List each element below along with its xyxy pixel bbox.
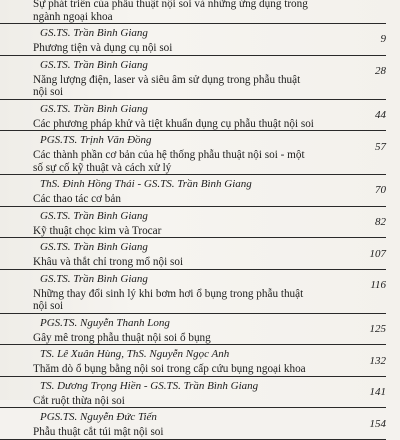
toc-entry	[0, 363, 386, 398]
toc-entry	[0, 256, 386, 291]
entry-page-number: 107	[369, 247, 386, 260]
entry-author: PGS.TS. Nguyễn Thanh Long	[40, 316, 170, 329]
entry-author: GS.TS. Trần Bình Giang	[40, 102, 148, 115]
entry-title: Năng lượng điện, laser và siêu âm sử dụng trong phẫu thuật nội soi	[0, 74, 386, 100]
entry-author: TS. Dương Trọng Hiền - GS.TS. Trần Bình Giang	[40, 379, 259, 392]
entry-page-number: 70	[375, 184, 386, 196]
toc-entry	[0, 331, 386, 367]
toc-entry	[0, 193, 386, 228]
entry-title: Khâu và thắt chỉ trong mổ nội soi	[0, 256, 386, 270]
toc-entry	[0, 224, 386, 260]
entry-title: Kỹ thuật chọc kim và Trocar	[0, 225, 386, 239]
entry-page-number: 28	[375, 65, 386, 77]
entry-page-number: 9	[380, 33, 386, 45]
entry-author: GS.TS. Trần Bình Giang	[40, 272, 148, 285]
entry-page-number: 125	[369, 322, 386, 335]
entry-page-number: 116	[370, 279, 386, 291]
entry-author: GS.TS. Trần Bình Giang	[40, 58, 148, 71]
entry-title: Sự phát triển của phẫu thuật nội soi và những ứng dụng trong ngành ngoại khoa	[0, 0, 386, 24]
entry-page-number: 154	[369, 417, 386, 430]
toc-entry	[0, 149, 386, 196]
entry-page-number: 44	[375, 108, 386, 121]
toc-entry	[0, 42, 386, 77]
entry-title: Gây mê trong phẫu thuật nội soi ổ bụng	[0, 332, 386, 346]
entry-author: PGS.TS. Nguyễn Đức Tiến	[40, 411, 157, 423]
entry-author: GS.TS. Trần Bình Giang	[40, 209, 148, 222]
toc-entry	[0, 117, 386, 153]
entry-page-number: 141	[369, 386, 386, 398]
entry-page-number: 82	[375, 216, 386, 228]
entry-title: Phẫu thuật cắt túi mật nội soi	[0, 426, 386, 440]
entry-title: Các thành phần cơ bản của hệ thống phẫu thuật nội soi - một số sự cố kỹ thuật và cách xử lý	[0, 149, 386, 175]
toc-entry	[0, 287, 386, 335]
entry-title: Thăm dò ổ bụng bằng nội soi trong cấp cứu bụng ngoại khoa	[0, 363, 386, 377]
entry-page-number: 57	[375, 140, 386, 153]
toc-entry	[0, 394, 386, 430]
entry-title: Những thay đổi sinh lý khi bơm hơi ổ bụng trong phẫu thuật nội soi	[0, 288, 386, 314]
entry-author: PGS.TS. Trịnh Văn Đồng	[40, 134, 152, 146]
entry-author: ThS. Đinh Hồng Thái - GS.TS. Trần Bình Giang	[40, 178, 252, 190]
entry-title: Phương tiện và dụng cụ nội soi	[0, 42, 386, 56]
toc-entry	[0, 73, 386, 121]
entry-author: GS.TS. Trần Bình Giang	[40, 241, 148, 253]
entry-title: Các thao tác cơ bản	[0, 193, 386, 207]
entry-title: Cắt ruột thừa nội soi	[0, 395, 386, 409]
entry-author: TS. Lê Xuân Hùng, ThS. Nguyễn Ngọc Anh	[40, 348, 230, 360]
toc-entry	[0, 0, 386, 45]
entry-author: GS.TS. Trần Bình Giang	[40, 27, 148, 39]
entry-title: Các phương pháp khử và tiệt khuẩn dụng cụ phẫu thuật nội soi	[0, 118, 386, 132]
entry-page-number: 132	[369, 354, 386, 367]
toc-entry	[0, 426, 386, 440]
